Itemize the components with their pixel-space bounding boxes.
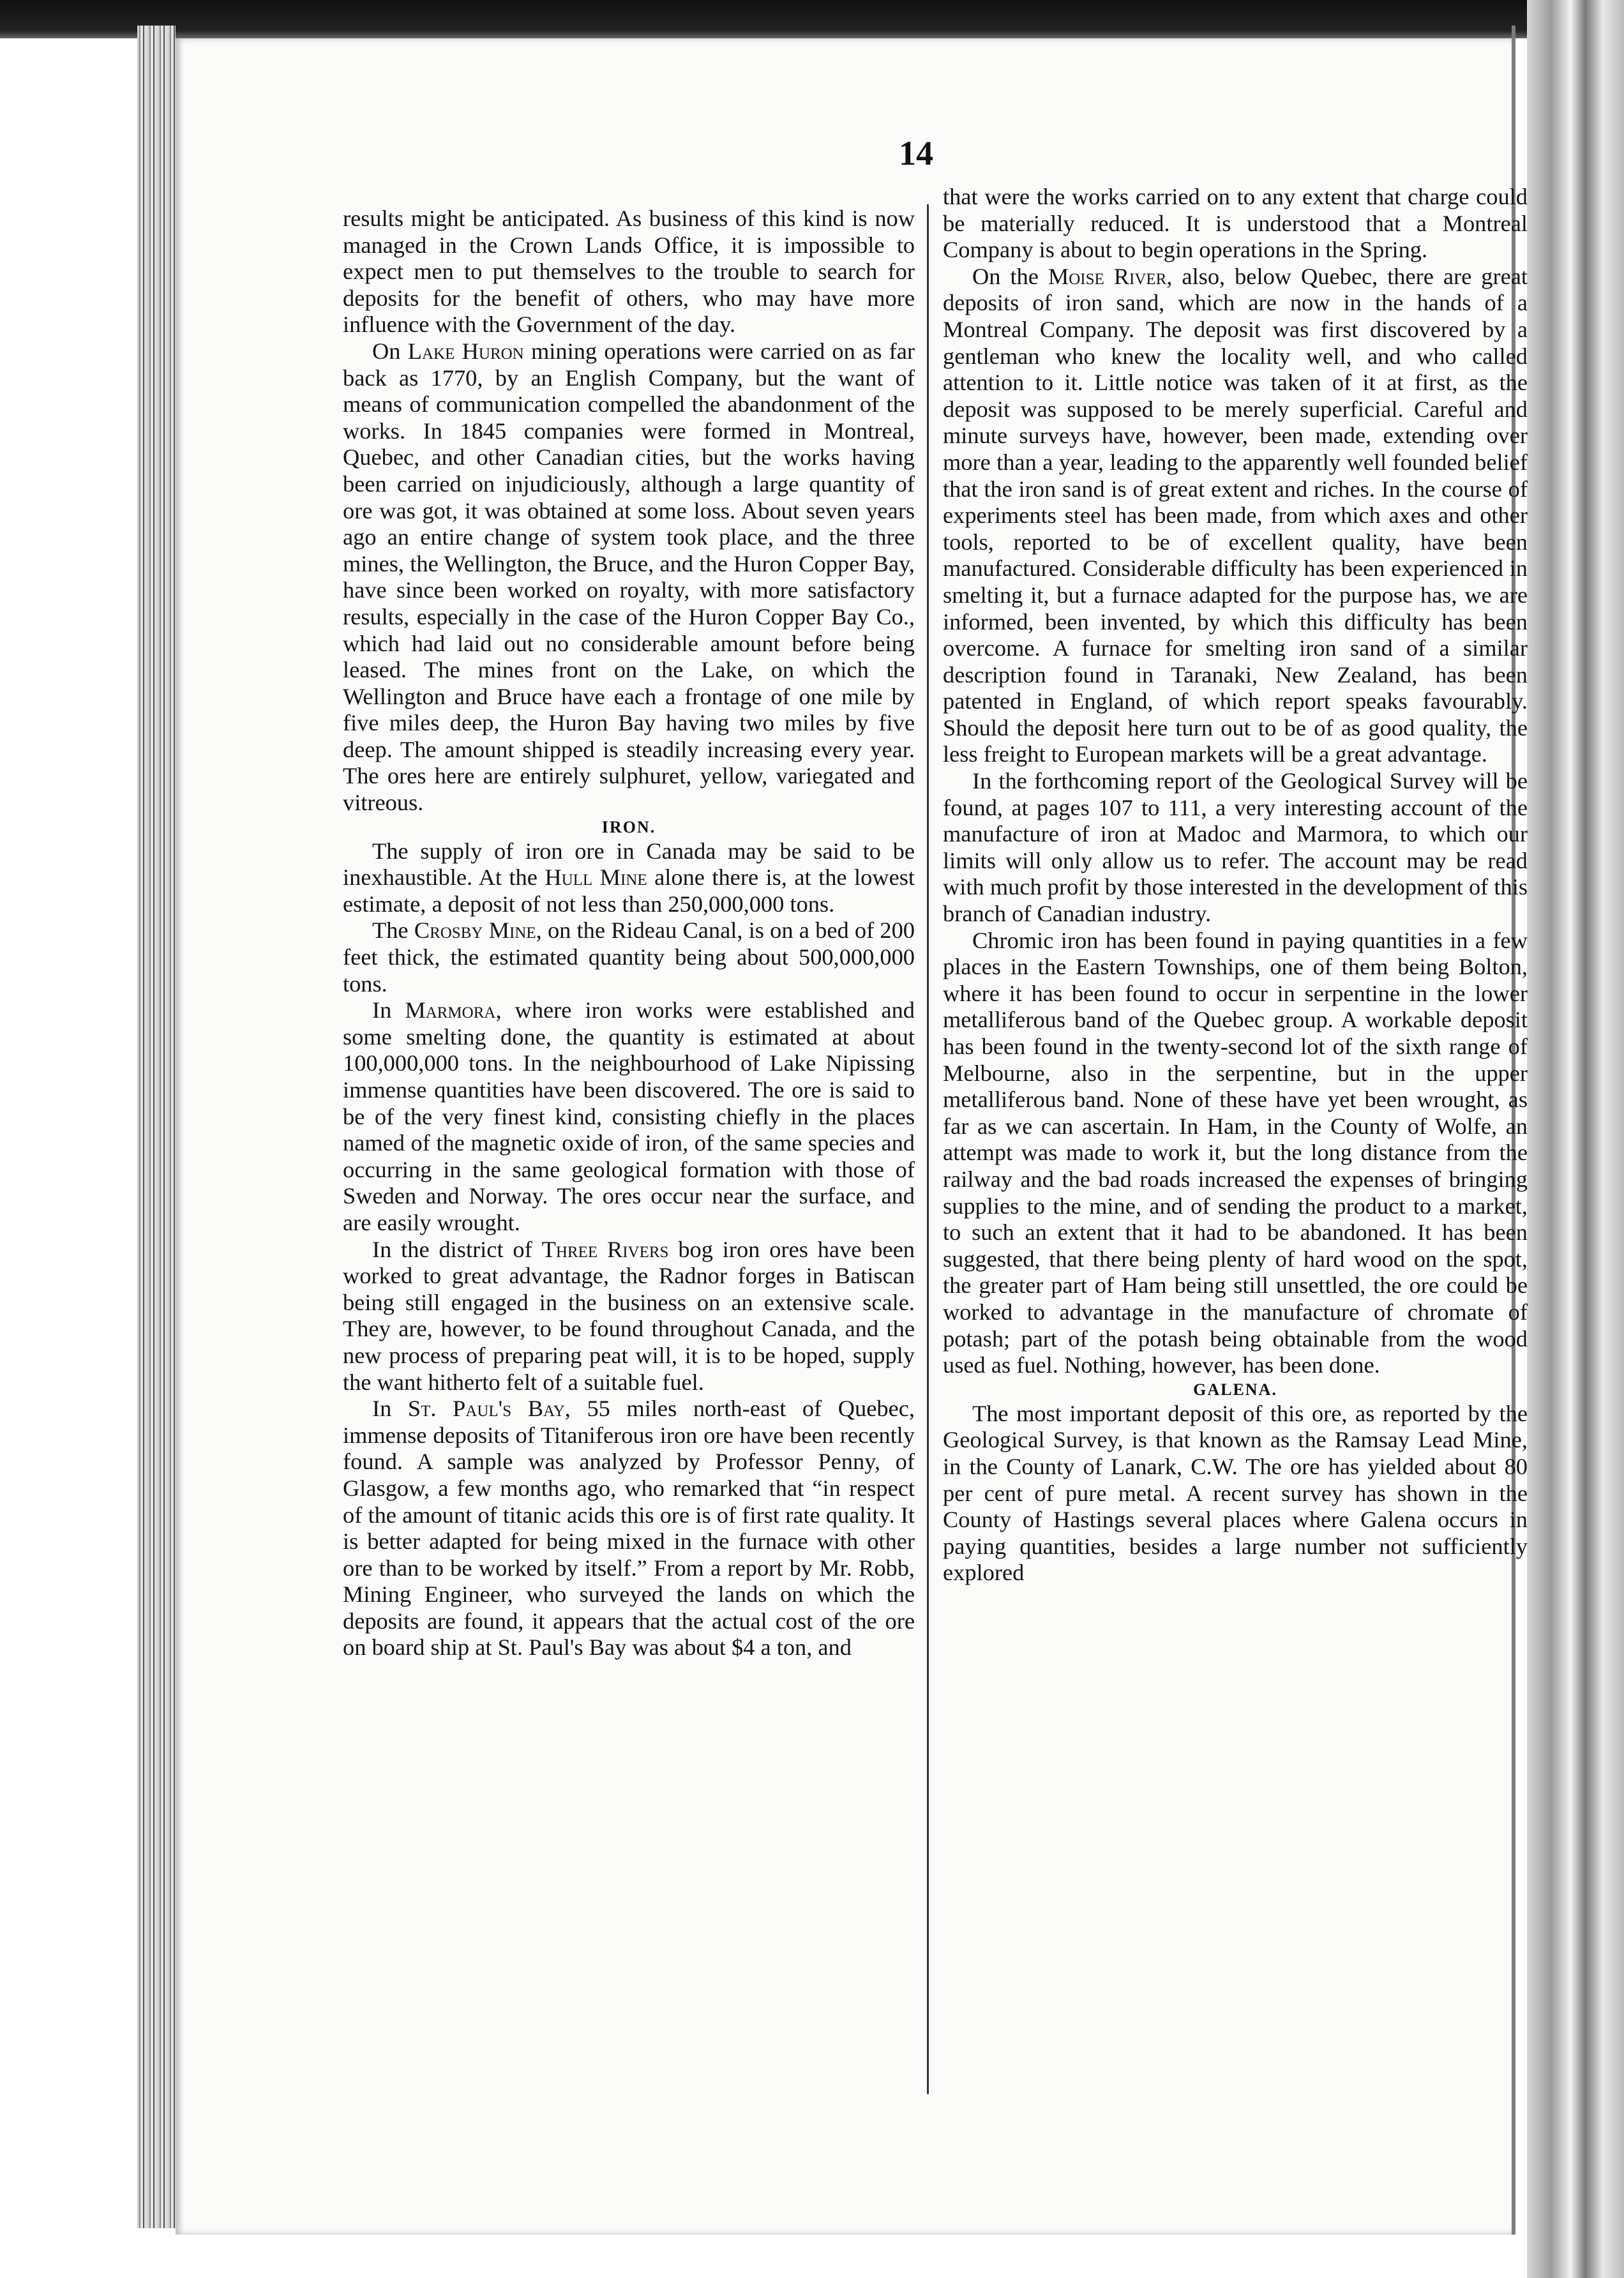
heading-iron: IRON. — [601, 817, 656, 836]
paragraph-montreal-company: that were the works carried on to any extent that charge could be materially reduced. It is understood that a Montreal Company is about to begin operations in the Spring. — [943, 184, 1528, 263]
page-number: 14 — [899, 134, 933, 172]
paragraph-lake-huron: On Lake Huron mining operations were carried on as far back as 1770, by an English Company, but the want of means of communication compelled the abandonment of the works. In 1845 companies were formed in Montreal, Quebec, and other Canadian cities, but the works having been carried on injudiciously, although a large quantity of ore was got, it was obtained at some loss. About seven years ago an entire change of system took place, and the three mines, the Wellington, the Bruce, and the Huron Copper Bay, have since been worked on royalty, with more satisfactory results, especially in the case of the Huron Copper Bay Co., which had laid out no considerable amount before being leased. The mines front on the Lake, on which the Wellington and Bruce have each a frontage of one mile by five miles deep, the Huron Bay having two miles by five deep. The amount shipped is steadily increasing every year. The ores here are entirely sulphuret, yellow, variegated and vitreous. — [343, 338, 915, 816]
paragraph-moise-river: On the Moise River, also, below Quebec, there are great deposits of iron sand, which are now in the hands of a Montreal Company. The deposit was first discovered by a gentleman who knew the locality well, and who called attention to it. Little notice was taken of it at first, as the deposit was supposed to be merely superficial. Careful and minute surveys have, however, been made, extending over more than a year, leading to the apparently well founded belief that the iron sand is of great extent and riches. In the course of experiments steel has been made, from which axes and other tools, reported to be of excellent quality, have been manufactured. Considerable difficulty has been experienced in smelting it, but a furnace adapted for the purpose has, we are informed, been invented, by which this difficulty has been overcome. A furnace for smelting iron sand of a similar description found in Taranaki, New Zealand, has been patented in England, of which report speaks favourably. Should the deposit here turn out to be of as good quality, the less freight to European markets will be a great advantage. — [943, 263, 1528, 767]
book-fore-edge — [137, 26, 176, 2228]
paragraph-crosby-mine: The Crosby Mine, on the Rideau Canal, is on a bed of 200 feet thick, the estimated quantity being about 500,000,000 tons. — [343, 917, 915, 997]
paragraph-iron-supply: The supply of iron ore in Canada may be said to be inexhaustible. At the Hull Mine alone there is, at the lowest estimate, a deposit of not less than 250,000,000 tons. — [343, 838, 915, 917]
paragraph-chromic-iron: Chromic iron has been found in paying quantities in a few places in the Eastern Townships, one of them being Bolton, where it has been found to occur in serpentine in the lower metalliferous band of the Quebec group. A workable deposit has been found in the twenty-second lot of the sixth range of Melbourne, also in the serpentine, but in the upper metalliferous band. None of these have yet been wrought, as far as we can ascertain. In Ham, in the County of Wolfe, an attempt was made to work it, but the long distance from the railway and the bad roads increased the expenses of bringing supplies to the mine, and of sending the product to a market, to such an extent that it had to be abandoned. It has been suggested, that there being plenty of hard wood on the spot, the greater part of Ham being still unsettled, the ore could be worked to advantage in the manufacture of chromate of potash; part of the potash being obtainable from the wood used as fuel. Nothing, however, has been done. — [943, 927, 1528, 1378]
place-moise-river: Moise River — [1048, 263, 1167, 289]
paragraph-geological-survey: In the forthcoming report of the Geological Survey will be found, at pages 107 to 111, a very interesting account of the manufacture of iron at Madoc and Marmora, to which our limits will only allow us to refer. The account may be read with much profit by those interested in the development of this branch of Canadian industry. — [943, 768, 1528, 927]
right-column — [943, 184, 1528, 1587]
heading-galena: GALENA. — [1193, 1380, 1277, 1399]
place-crosby-mine: Crosby Mine — [414, 917, 536, 944]
scanner-border-bottom — [0, 2235, 1527, 2278]
place-marmora: Marmora — [405, 997, 496, 1023]
place-lake-huron: Lake Huron — [407, 338, 524, 364]
place-three-rivers: Three Rivers — [541, 1236, 669, 1262]
paragraph-ramsay-lead-mine: The most important deposit of this ore, as reported by the Geological Survey, is that known as the Ramsay Lead Mine, in the County of Lanark, C.W. The ore has yielded about 80 per cent of pure metal. A recent survey has shown in the County of Hastings several places where Galena occurs in paying quantities, besides a large number not sufficiently explored — [943, 1400, 1528, 1586]
place-hull-mine: Hull Mine — [545, 864, 647, 891]
paragraph-marmora: In Marmora, where iron works were established and some smelting done, the quantity is estimated at about 100,000,000 tons. In the neighbourhood of Lake Nipissing immense quantities have been discovered. The ore is said to be of the very finest kind, consisting chiefly in the places named of the magnetic oxide of iron, of the same species and occurring in the same geological formation with those of Sweden and Norway. The ores occur near the surface, and are easily wrought. — [343, 997, 915, 1235]
paragraph-crown-lands: results might be anticipated. As business of this kind is now managed in the Crown Lands Office, it is impossible to expect men to put themselves to the trouble to search for deposits for the benefit of others, who may have more influence with the Government of the day. — [343, 206, 915, 338]
paragraph-three-rivers: In the district of Three Rivers bog iron ores have been worked to great advantage, the Radnor forges in Batiscan being still engaged in the business on an extensive scale. They are, however, to be found throughout Canada, and the new process of preparing peat will, it is to be hoped, supply the want hitherto felt of a suitable fuel. — [343, 1236, 915, 1395]
left-column — [343, 206, 915, 1661]
column-divider — [927, 204, 929, 2094]
paragraph-st-pauls-bay: In St. Paul's Bay, 55 miles north-east of Quebec, immense deposits of Titaniferous iron ore have been recently found. A sample was analyzed by Professor Penny, of Glasgow, a few months ago, who remarked that “in respect of the amount of titanic acids this ore is of first rate quality. It is better adapted for being mixed in the furnace with other ore than to be worked by itself.” From a report by Mr. Robb, Mining Engineer, who surveyed the lands on which the deposits are found, it appears that the actual cost of the ore on board ship at St. Paul's Bay was about $4 a ton, and — [343, 1396, 915, 1661]
book-binding-edge — [1527, 0, 1624, 2278]
scanner-border-top — [0, 0, 1624, 38]
place-st-pauls-bay: St. Paul's Bay — [407, 1396, 565, 1422]
